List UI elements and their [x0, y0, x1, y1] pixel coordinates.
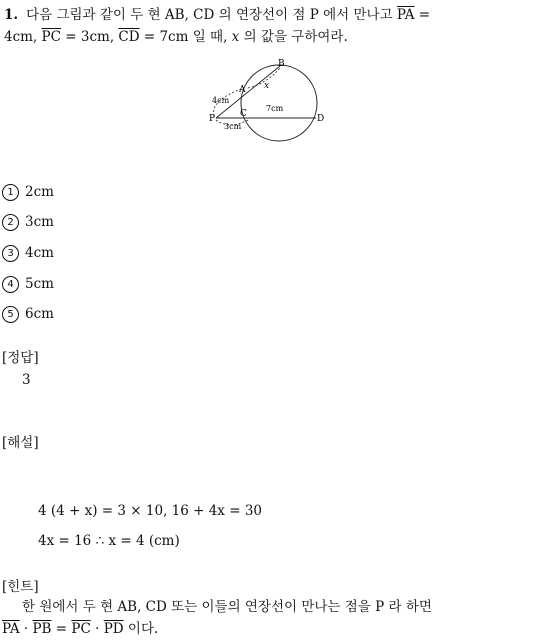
hint-line-2	[2, 618, 158, 640]
segment-pb: $\overline{PB}$	[32, 621, 52, 637]
hint-heading: [힌트]	[2, 579, 39, 595]
choice-marker: 2	[2, 214, 19, 231]
question-line-2	[4, 26, 348, 48]
segment-pa: $\overline{PA}$	[396, 7, 415, 23]
label-pc-length: 3cm	[224, 122, 242, 131]
label-b: B	[278, 59, 285, 69]
label-a: A	[239, 85, 246, 95]
label-d: D	[317, 114, 325, 124]
segment-pc: $\overline{PC}$	[71, 621, 91, 637]
label-p: P	[209, 114, 216, 124]
question-line-1	[4, 4, 430, 26]
choice-1[interactable]	[2, 184, 54, 201]
circle-secant-figure	[204, 58, 334, 148]
choice-marker: 1	[2, 184, 19, 201]
choice-marker: 4	[2, 276, 19, 293]
question-text: = 7cm 일 때,	[139, 29, 232, 45]
question-text: 의 값을 구하여라.	[239, 29, 348, 45]
hint-text: =	[51, 621, 72, 637]
choice-5[interactable]	[2, 306, 54, 323]
segment-pd: $\overline{PD}$	[103, 621, 124, 637]
choice-text: 3cm	[25, 214, 54, 230]
segment-pc: $\overline{PC}$	[41, 29, 61, 45]
choice-marker: 5	[2, 306, 19, 323]
segment-pa: $\overline{PA}$	[2, 621, 20, 637]
hint-line-1: 한 원에서 두 현 AB, CD 또는 이들의 연장선이 만나는 점을 P 라 하면	[22, 599, 432, 615]
choice-4[interactable]	[2, 276, 54, 293]
choice-text: 2cm	[25, 184, 54, 200]
question-text: 4cm,	[4, 29, 42, 45]
answer-heading: [정답]	[2, 350, 39, 366]
answer-value: 3	[22, 372, 31, 388]
variable-x: x	[231, 29, 240, 45]
hint-text: 이다.	[123, 621, 159, 637]
equation-line-2: 4x = 16 ∴ x = 4 (cm)	[38, 533, 180, 549]
label-cd-length: 7cm	[266, 104, 284, 113]
segment-cd: $\overline{CD}$	[118, 29, 140, 45]
choice-3[interactable]	[2, 245, 54, 262]
choice-text: 4cm	[25, 245, 54, 261]
choice-marker: 3	[2, 245, 19, 262]
question-text: = 3cm,	[60, 29, 119, 45]
label-c: C	[240, 109, 247, 119]
choice-text: 5cm	[25, 276, 54, 292]
circle	[241, 65, 317, 141]
label-pa-length: 4cm	[212, 96, 230, 105]
hint-text: ·	[90, 621, 104, 637]
choice-text: 6cm	[25, 306, 54, 322]
label-x: x	[264, 81, 270, 91]
equals-sign: =	[418, 7, 431, 23]
hint-text: ·	[19, 621, 33, 637]
choice-2[interactable]	[2, 214, 54, 231]
question-text: 다음 그림과 같이 두 현 AB, CD 의 연장선이 점 P 에서 만나고	[26, 7, 393, 23]
explanation-heading: [해설]	[2, 435, 39, 451]
question-number: 1.	[4, 7, 19, 23]
equation-line-1: 4 (4 + x) = 3 × 10, 16 + 4x = 30	[38, 503, 262, 519]
